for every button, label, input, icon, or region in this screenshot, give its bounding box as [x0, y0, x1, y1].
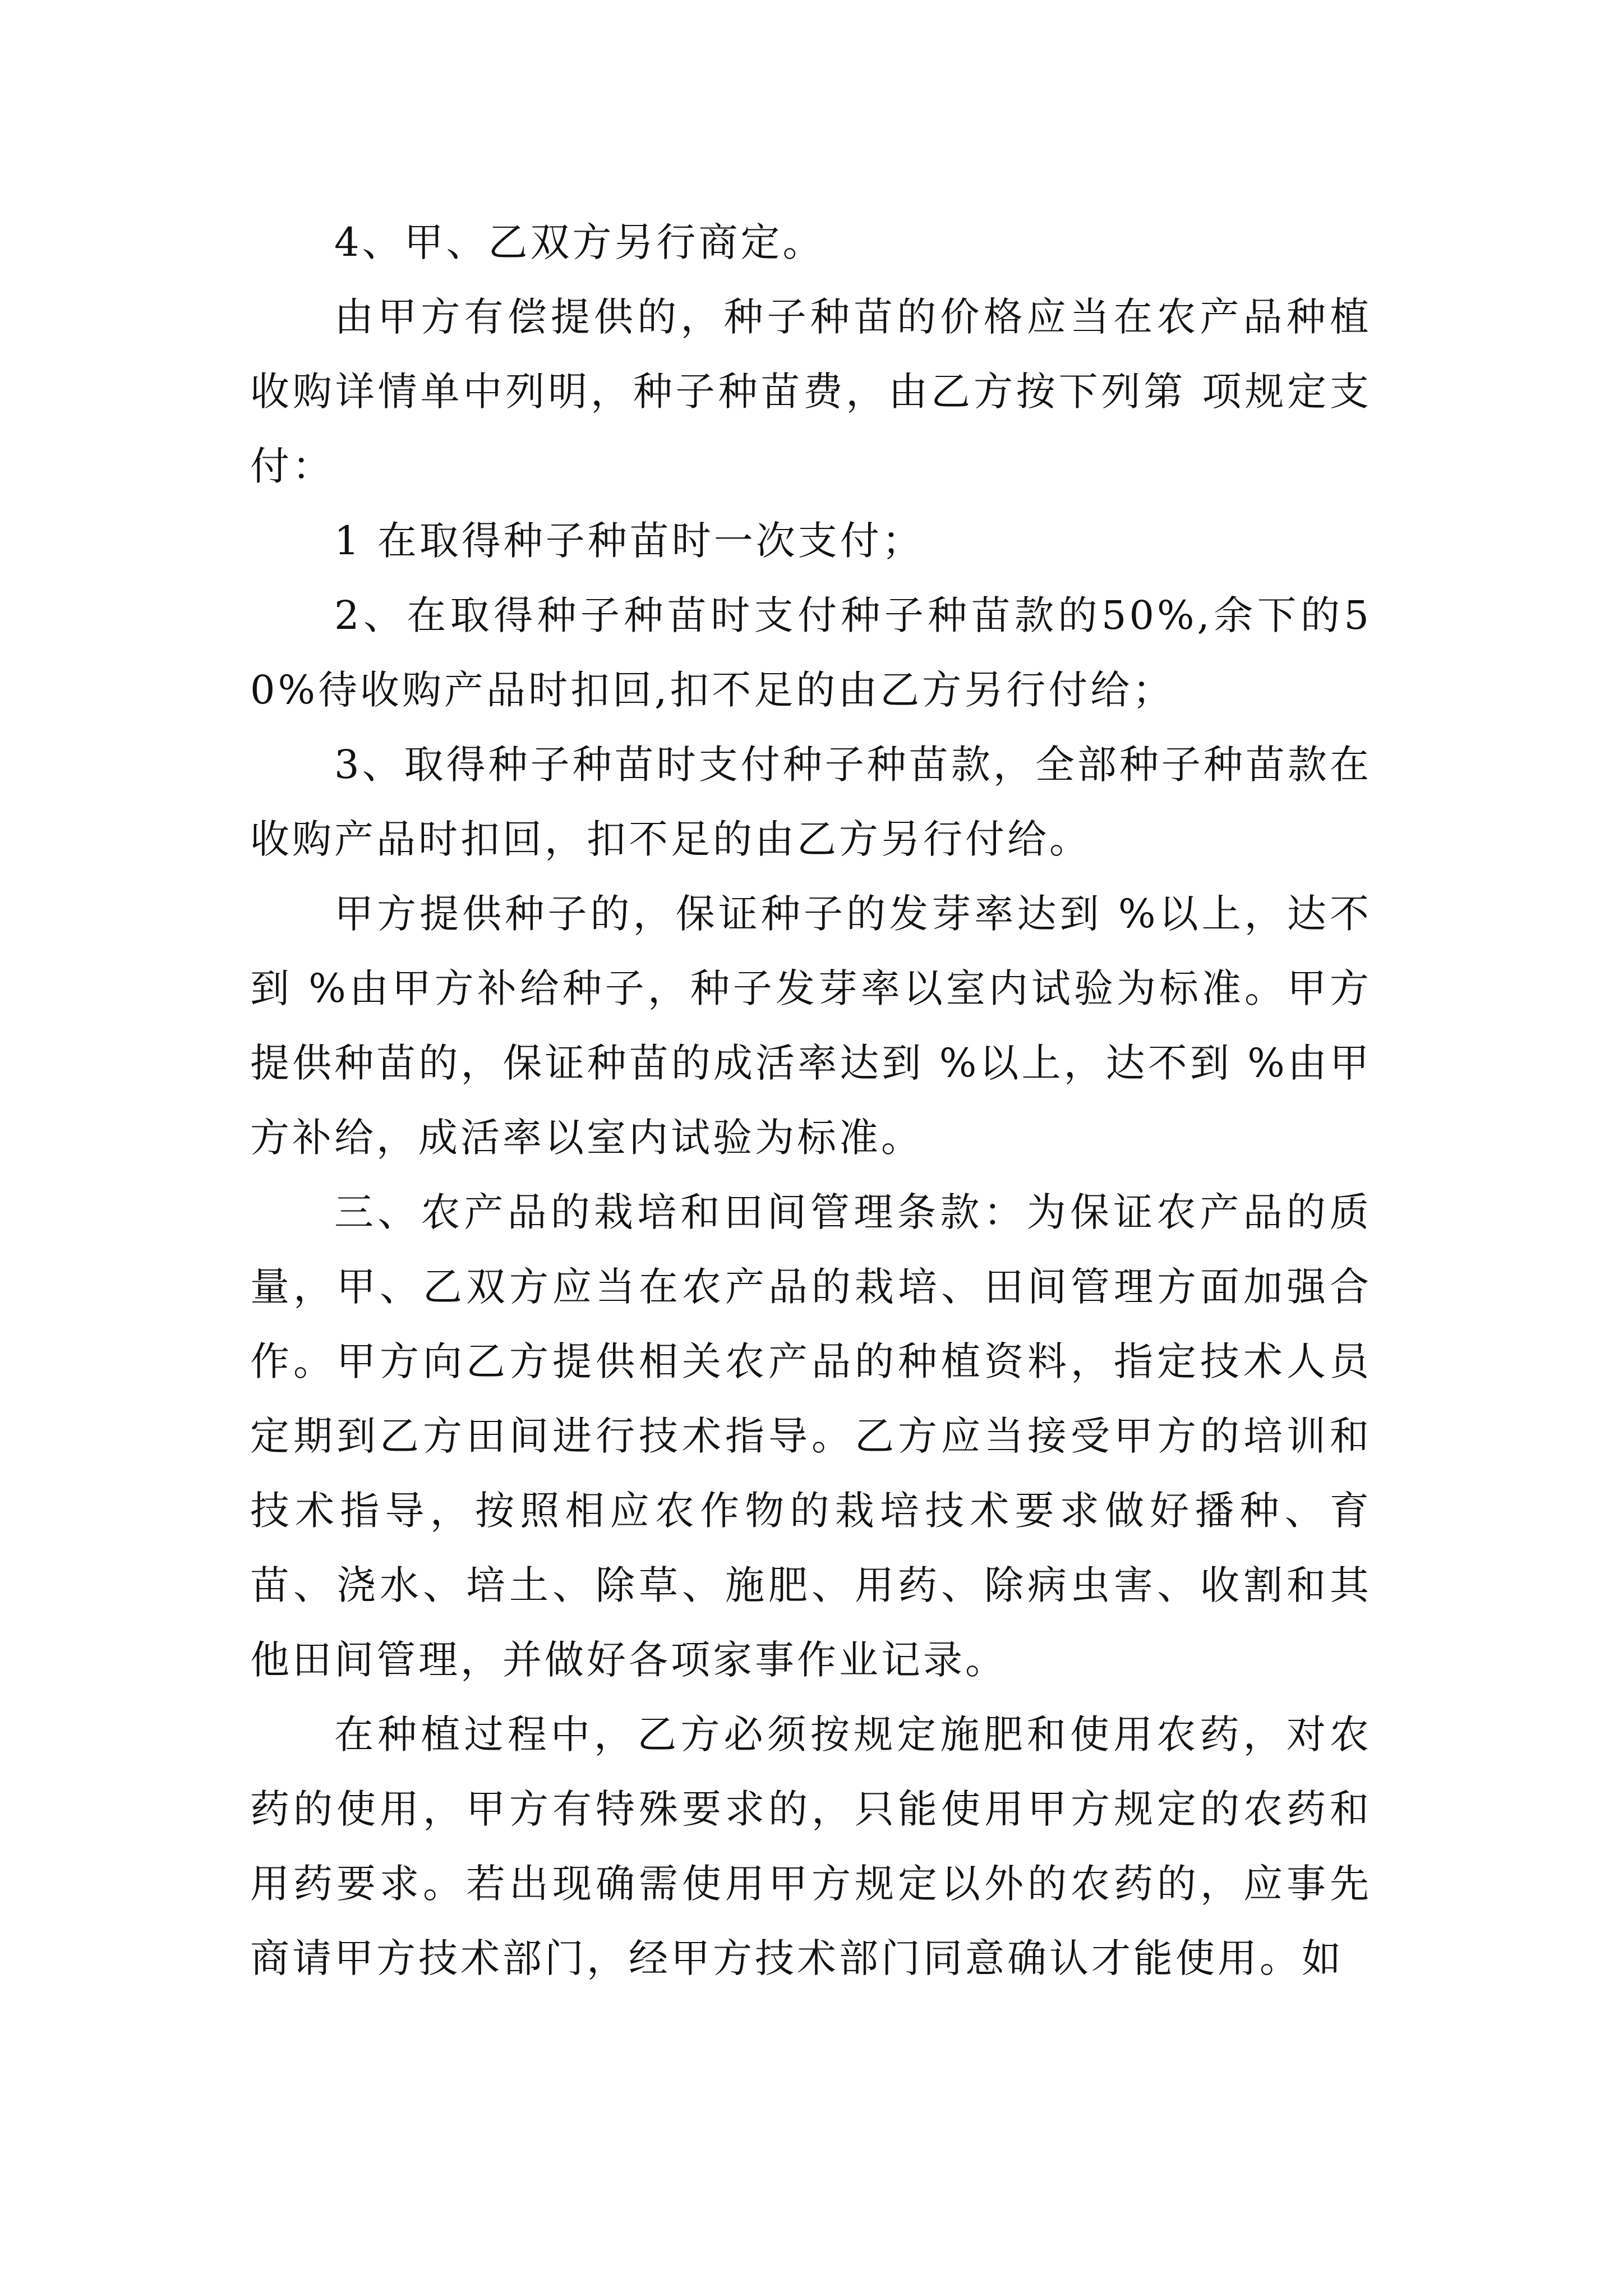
paragraph-5: 3、取得种子种苗时支付种子种苗款，全部种子种苗款在收购产品时扣回，扣不足的由乙方另行付给。	[250, 742, 1372, 862]
paragraph-7: 三、农产品的栽培和田间管理条款：为保证农产品的质量，甲、乙双方应当在农产品的栽培、田间管理方面加强合作。甲方向乙方提供相关农产品的种植资料，指定技术人员定期到乙方田间进行技术指导。乙方应当接受甲方的培训和技术指导，按照相应农作物的栽培技术要求做好播种、育苗、浇水、培土、除草、施肥、用药、除病虫害、收割和其他田间管理，并做好各项家事作业记录。	[250, 1189, 1372, 1683]
paragraph-4: 2、在取得种子种苗时支付种子种苗款的50%,余下的50%待收购产品时扣回,扣不足的由乙方另行付给；	[250, 592, 1372, 713]
paragraph-8: 在种植过程中，乙方必须按规定施肥和使用农药，对农药的使用，甲方有特殊要求的，只能使用甲方规定的农药和用药要求。若出现确需使用甲方规定以外的农药的，应事先商请甲方技术部门，经甲方技术部门同意确认才能使用。如	[250, 1711, 1372, 1981]
paragraph-1: 4、甲、乙双方另行商定。	[334, 219, 825, 265]
document-body	[250, 205, 1372, 1996]
paragraph-2: 由甲方有偿提供的，种子种苗的价格应当在农产品种植收购详情单中列明，种子种苗费，由乙方按下列第 项规定支付：	[250, 294, 1372, 489]
paragraph-6: 甲方提供种子的，保证种子的发芽率达到 %以上，达不到 %由甲方补给种子，种子发芽率以室内试验为标准。甲方提供种苗的，保证种苗的成活率达到 %以上，达不到 %由甲方补给，成活率以室内试验为标准。	[250, 891, 1372, 1161]
paragraph-3: 1 在取得种子种苗时一次支付；	[334, 518, 924, 564]
